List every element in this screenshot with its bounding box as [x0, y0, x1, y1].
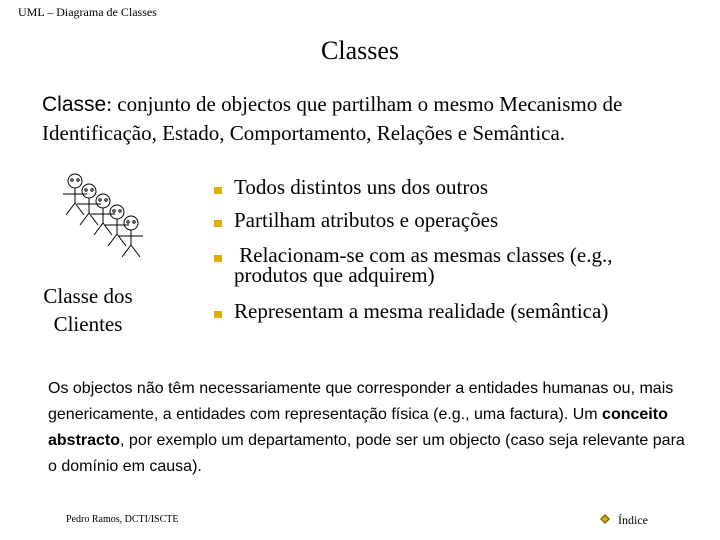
bullet-square-icon	[214, 220, 222, 227]
slide-title: Classes	[321, 36, 399, 65]
definition-keyword: Classe	[42, 93, 107, 116]
definition-text: : conjunto de objectos que partilham o mesmo Mecanismo de Identificação, Estado, Comportamento, Relações e Semântica.	[42, 92, 623, 145]
footer-author: Pedro Ramos, DCTI/ISCTE	[66, 514, 179, 525]
bullet-square-icon	[214, 311, 222, 318]
slide-header: UML – Diagrama de Classes	[18, 5, 157, 19]
figure-caption: Classe dos Clientes	[43, 284, 133, 336]
bullet-square-icon	[214, 255, 222, 262]
index-label[interactable]: Índice	[618, 513, 648, 527]
bullet-square-icon	[214, 187, 222, 194]
bold-term: conceito abstracto	[48, 406, 668, 449]
stick-figures-icon	[50, 170, 160, 280]
explanation-paragraph: Os objectos não têm necessariamente que corresponder a entidades humanas ou, mais genericamente, a entidades com representação física (e.g., uma factura). Um conceito abstracto, por exemplo um departamento, pode ser um objecto (caso seja relevante para o domínio em causa).	[48, 380, 685, 475]
class-definition	[42, 90, 702, 147]
index-diamond-icon	[600, 514, 610, 524]
